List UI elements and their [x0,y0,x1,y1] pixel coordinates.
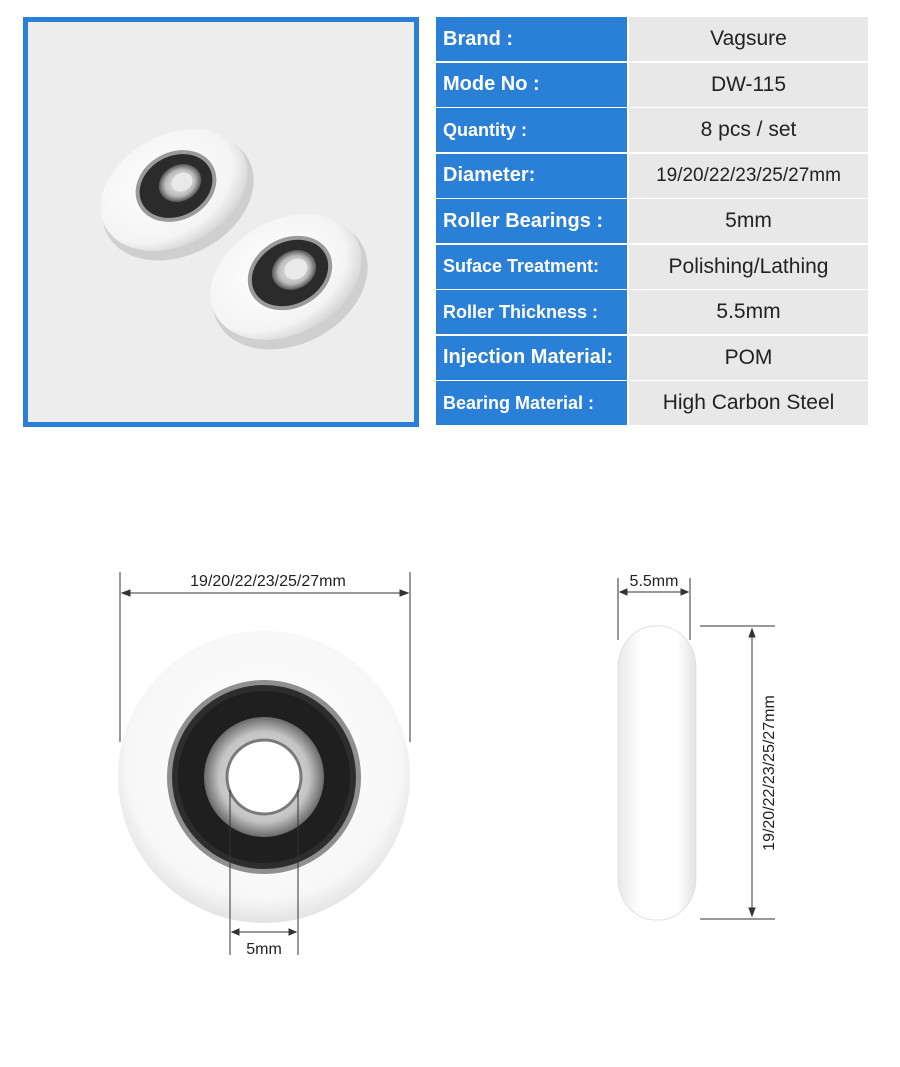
spec-value: 5mm [629,199,868,243]
spec-value: 19/20/22/23/25/27mm [629,154,868,198]
spec-value: 8 pcs / set [629,108,868,152]
spec-label: Bearing Material : [436,381,627,425]
spec-label: Roller Thickness : [436,290,627,334]
spec-row-brand [436,17,868,61]
bore-label: 5mm [246,941,282,958]
spec-label: Suface Treatment: [436,245,627,289]
side-diameter-label: 19/20/22/23/25/27mm [761,695,778,851]
spec-label: Quantity : [436,108,627,152]
spec-label: Diameter: [436,154,627,198]
product-photo [23,17,419,427]
side-thickness-label: 5.5mm [629,573,679,590]
spec-table [436,17,868,427]
spec-value: DW-115 [629,63,868,107]
spec-row-model [436,63,868,107]
spec-value: 5.5mm [629,290,868,334]
spec-value: High Carbon Steel [629,381,868,425]
dimension-diagram [0,540,900,1020]
spec-row-injection-material [436,336,868,380]
spec-value: Polishing/Lathing [629,245,868,289]
spec-label: Mode No : [436,63,627,107]
spec-row-diameter [436,154,868,198]
spec-label: Brand : [436,17,627,61]
spec-row-roller-bearings [436,199,868,243]
spec-value: POM [629,336,868,380]
side-view-wheel [618,626,696,920]
spec-label: Injection Material: [436,336,627,380]
spec-label: Roller Bearings : [436,199,627,243]
front-view-wheel [118,631,410,923]
spec-value: Vagsure [629,17,868,61]
spec-row-surface-treatment [436,245,868,289]
spec-row-bearing-material [436,381,868,425]
spec-row-quantity [436,108,868,152]
front-diameter-label: 19/20/22/23/25/27mm [190,573,346,590]
spec-row-roller-thickness [436,290,868,334]
